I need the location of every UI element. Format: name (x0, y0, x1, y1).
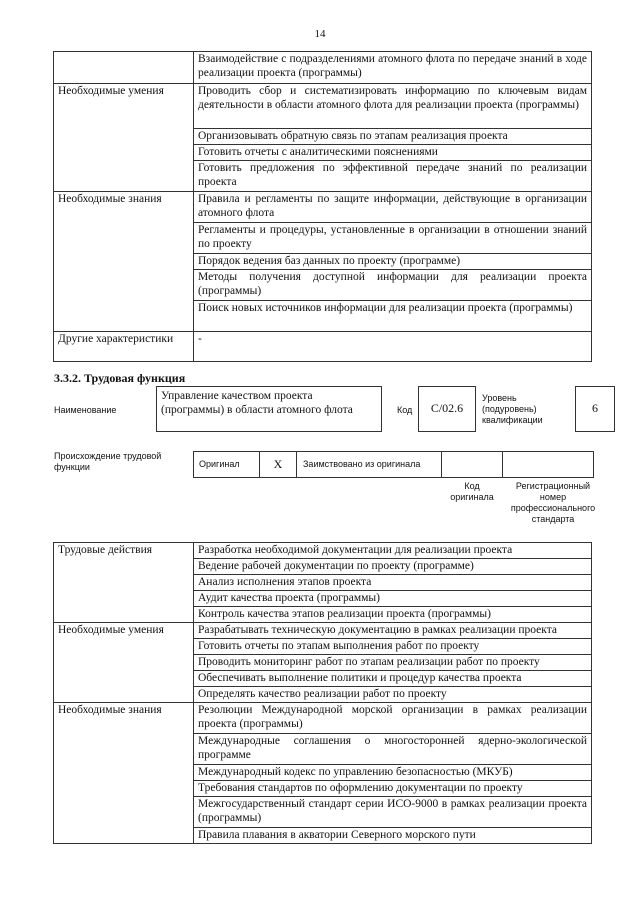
table-cell: Разработка необходимой документации для реализации проекта (194, 543, 592, 559)
table-cell: Резолюции Международной морской организации в рамках реализации проекта (программы) (194, 703, 592, 734)
table-cell: Правила и регламенты по защите информации, действующие в организации атомного флота (194, 192, 592, 223)
table-cell: Международный кодекс по управлению безопасностью (МКУБ) (194, 765, 592, 781)
table-cell: Разрабатывать техническую документацию в рамках реализации проекта (194, 623, 592, 639)
code-label: Код (397, 405, 413, 415)
page-number: 14 (314, 28, 326, 40)
table-cell: Межгосударственный стандарт серии ИСО-9000 в рамках реализации проекта (программы) (194, 797, 592, 828)
table-cell: Определять качество реализации работ по проекту (194, 687, 592, 703)
code-box (418, 386, 476, 432)
table-cell: Анализ исполнения этапов проекта (194, 575, 592, 591)
row-label: Необходимые умения (54, 84, 194, 192)
table-cell: Проводить мониторинг работ по этапам реализации работ по проекту (194, 655, 592, 671)
table-cell: Поиск новых источников информации для реализации проекта (программы) (194, 301, 592, 332)
code-value: C/02.6 (430, 401, 464, 415)
function-name-box (156, 386, 382, 432)
row-label: Другие характеристики (54, 332, 194, 362)
table-cell: Порядок ведения баз данных по проекту (программе) (194, 254, 592, 270)
origin-label: Происхождение трудовой функции (54, 451, 162, 472)
skills-knowledge-table-2 (53, 542, 592, 844)
code-original-caption: Код оригинала (450, 481, 494, 502)
original-mark: X (259, 451, 297, 478)
skills-knowledge-table-1 (53, 51, 592, 362)
table-cell: Проводить сбор и систематизировать информацию по ключевым видам деятельности в области атомного флота для реализации проекта (программы) (194, 84, 592, 129)
reg-number-caption: Регистрационный номер профессионального стандарта (510, 481, 596, 524)
level-label: Уровень (подуровень) квалификации (482, 393, 543, 425)
table-cell: Аудит качества проекта (программы) (194, 591, 592, 607)
name-label: Наименование (54, 405, 117, 415)
table-cell: Организовывать обратную связь по этапам реализация проекта (194, 129, 592, 145)
table-cell: - (194, 332, 592, 362)
level-value: 6 (592, 401, 598, 415)
row-label: Необходимые знания (54, 703, 194, 844)
table-cell: Регламенты и процедуры, установленные в организации в отношении знаний по проекту (194, 223, 592, 254)
original-label: Оригинал (199, 459, 240, 469)
table-cell: Обеспечивать выполнение политики и процедур качества проекта (194, 671, 592, 687)
row-label: Необходимые знания (54, 192, 194, 332)
table-cell: Ведение рабочей документации по проекту (программе) (194, 559, 592, 575)
table-cell: Методы получения доступной информации для реализации проекта (программы) (194, 270, 592, 301)
function-name-value: Управление качеством проекта (программы) в области атомного флота (161, 390, 353, 416)
row-label (54, 52, 194, 84)
row-label: Необходимые умения (54, 623, 194, 703)
level-box (575, 386, 615, 432)
table-cell: Готовить предложения по эффективной передаче знаний по реализации проекта (194, 161, 592, 192)
table-cell: Международные соглашения о многосторонней ядерно-экологической программе (194, 734, 592, 765)
table-cell: Правила плавания в акватории Северного морского пути (194, 828, 592, 844)
table-cell: Готовить отчеты с аналитическими пояснениями (194, 145, 592, 161)
table-cell: Взаимодействие с подразделениями атомного флота по передаче знаний в ходе реализации проекта (программы) (194, 52, 592, 84)
table-cell: Готовить отчеты по этапам выполнения работ по проекту (194, 639, 592, 655)
table-cell: Контроль качества этапов реализации проекта (программы) (194, 607, 592, 623)
row-label: Трудовые действия (54, 543, 194, 623)
code-original-box (441, 451, 503, 478)
section-title: 3.3.2. Трудовая функция (54, 371, 186, 385)
table-cell: Требования стандартов по оформлению документации по проекту (194, 781, 592, 797)
borrowed-label: Заимствовано из оригинала (303, 459, 421, 469)
